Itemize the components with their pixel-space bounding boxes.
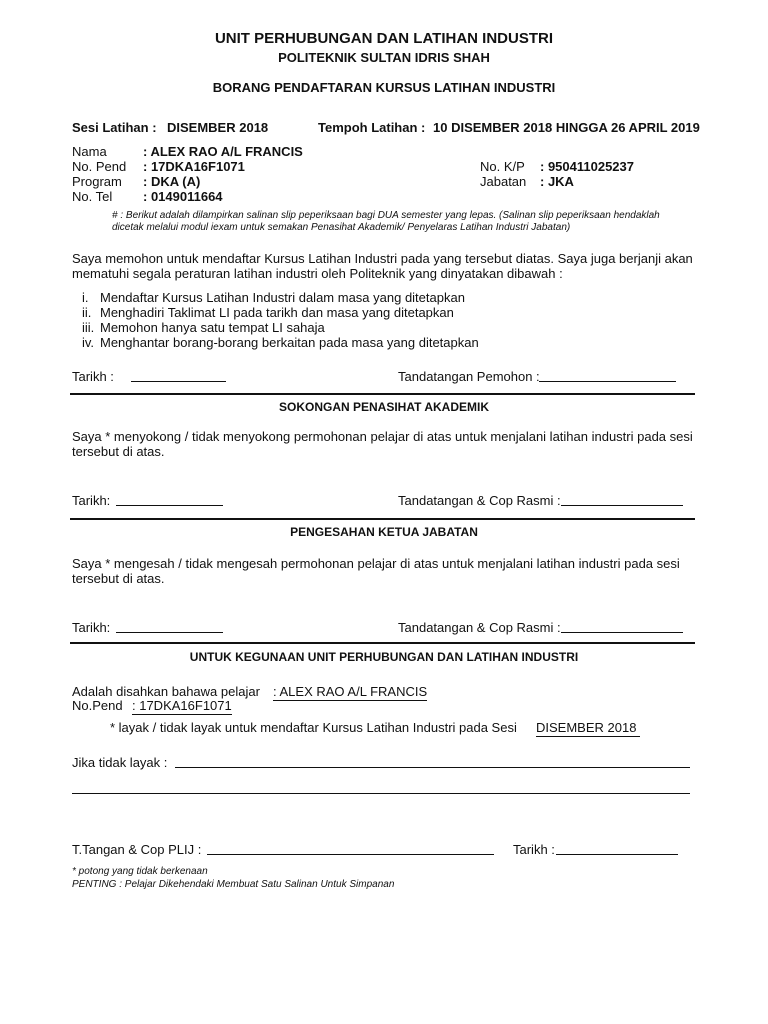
plij-date-label: Tarikh :: [513, 842, 555, 857]
section-divider: [70, 518, 695, 520]
plij-signature-label: T.Tangan & Cop PLIJ :: [72, 842, 202, 857]
ic-value: : 950411025237: [540, 159, 634, 174]
hod-statement-line2: tersebut di atas.: [72, 571, 165, 586]
application-text-line1: Saya memohon untuk mendaftar Kursus Latihan Industri pada yang tersebut diatas. Saya juga berjanji akan: [72, 251, 693, 266]
applicant-signature-label: Tandatangan Pemohon :: [398, 369, 540, 384]
list-item: Memohon hanya satu tempat LI sahaja: [100, 320, 325, 335]
plij-date-field[interactable]: [556, 843, 678, 855]
student-no-value: : 17DKA16F1071: [143, 159, 245, 174]
section-divider: [70, 642, 695, 644]
eligible-session-value: DISEMBER 2018: [536, 720, 640, 735]
phone-label: No. Tel: [72, 189, 113, 204]
list-item-num: iv.: [82, 335, 95, 350]
list-item-num: ii.: [82, 305, 92, 320]
certified-student-name: : ALEX RAO A/L FRANCIS: [273, 684, 428, 699]
name-label: Nama: [72, 144, 107, 159]
applicant-date-label: Tarikh :: [72, 369, 114, 384]
footnote-strike: * potong yang tidak berkenaan: [72, 866, 208, 877]
department-label: Jabatan: [480, 174, 527, 189]
phone-value: : 0149011664: [143, 189, 223, 204]
form-title: BORANG PENDAFTARAN KURSUS LATIHAN INDUSTRI: [212, 80, 556, 95]
applicant-signature-field[interactable]: [539, 370, 676, 382]
office-student-no-label: No.Pend: [72, 698, 123, 713]
not-eligible-label: Jika tidak layak :: [72, 755, 168, 770]
hod-signature-label: Tandatangan & Cop Rasmi :: [398, 620, 561, 635]
session-label: Sesi Latihan :: [72, 120, 157, 135]
duration-value: 10 DISEMBER 2018 HINGGA 26 APRIL 2019: [433, 120, 700, 135]
list-item: Mendaftar Kursus Latihan Industri dalam masa yang ditetapkan: [100, 290, 465, 305]
hod-date-field[interactable]: [116, 621, 223, 633]
attachment-note-line2: dicetak melalui modul iexam untuk semakan Penasihat Akademik/ Penyelaras Latihan Industri Jabatan): [112, 222, 571, 233]
section-divider: [70, 393, 695, 395]
list-item: Menghantar borang-borang berkaitan pada masa yang ditetapkan: [100, 335, 479, 350]
office-student-no-value: : 17DKA16F1071: [132, 698, 232, 713]
application-text-line2: mematuhi segala peraturan latihan industri oleh Politeknik yang dinyatakan dibawah :: [72, 266, 563, 281]
program-value: : DKA (A): [143, 174, 201, 189]
hod-date-label: Tarikh:: [72, 620, 111, 635]
list-item: Menghadiri Taklimat LI pada tarikh dan masa yang ditetapkan: [100, 305, 454, 320]
footnote-important: PENTING : Pelajar Dikehendaki Membuat Satu Salinan Untuk Simpanan: [72, 879, 395, 890]
certify-label: Adalah disahkan bahawa pelajar: [72, 684, 260, 699]
student-no-label: No. Pend: [72, 159, 127, 174]
advisor-date-field[interactable]: [116, 494, 223, 506]
advisor-signature-field[interactable]: [561, 494, 683, 506]
office-use-section-title: UNTUK KEGUNAAN UNIT PERHUBUNGAN DAN LATIHAN INDUSTRI: [189, 650, 579, 664]
name-value: : ALEX RAO A/L FRANCIS: [143, 144, 303, 159]
hod-statement-line1: Saya * mengesah / tidak mengesah permohonan pelajar di atas untuk menjalani latihan industri pada sesi: [72, 556, 680, 571]
advisor-date-label: Tarikh:: [72, 493, 111, 508]
hod-section-title: PENGESAHAN KETUA JABATAN: [290, 525, 478, 539]
ic-label: No. K/P: [480, 159, 525, 174]
not-eligible-reason-field-line2[interactable]: [72, 782, 690, 794]
advisor-statement-line2: tersebut di atas.: [72, 444, 165, 459]
not-eligible-reason-field[interactable]: [175, 756, 690, 768]
attachment-note-line1: # : Berikut adalah dilampirkan salinan slip peperiksaan bagi DUA semester yang lepas. (Salinan slip peperiksaan hendaklah: [112, 210, 660, 221]
advisor-statement-line1: Saya * menyokong / tidak menyokong permohonan pelajar di atas untuk menjalani latihan industri pada sesi: [72, 429, 693, 444]
advisor-signature-label: Tandatangan & Cop Rasmi :: [398, 493, 561, 508]
list-item-num: iii.: [82, 320, 95, 335]
applicant-date-field[interactable]: [131, 370, 226, 382]
program-label: Program: [72, 174, 122, 189]
hod-signature-field[interactable]: [561, 621, 683, 633]
eligibility-statement: * layak / tidak layak untuk mendaftar Kursus Latihan Industri pada Sesi: [110, 720, 517, 735]
plij-signature-field[interactable]: [207, 843, 494, 855]
duration-label: Tempoh Latihan :: [318, 120, 426, 135]
polytechnic-name: POLITEKNIK SULTAN IDRIS SHAH: [278, 50, 490, 65]
org-unit-title: UNIT PERHUBUNGAN DAN LATIHAN INDUSTRI: [214, 30, 554, 47]
session-value: DISEMBER 2018: [167, 120, 269, 135]
advisor-section-title: SOKONGAN PENASIHAT AKADEMIK: [278, 400, 489, 414]
list-item-num: i.: [82, 290, 89, 305]
department-value: : JKA: [540, 174, 574, 189]
